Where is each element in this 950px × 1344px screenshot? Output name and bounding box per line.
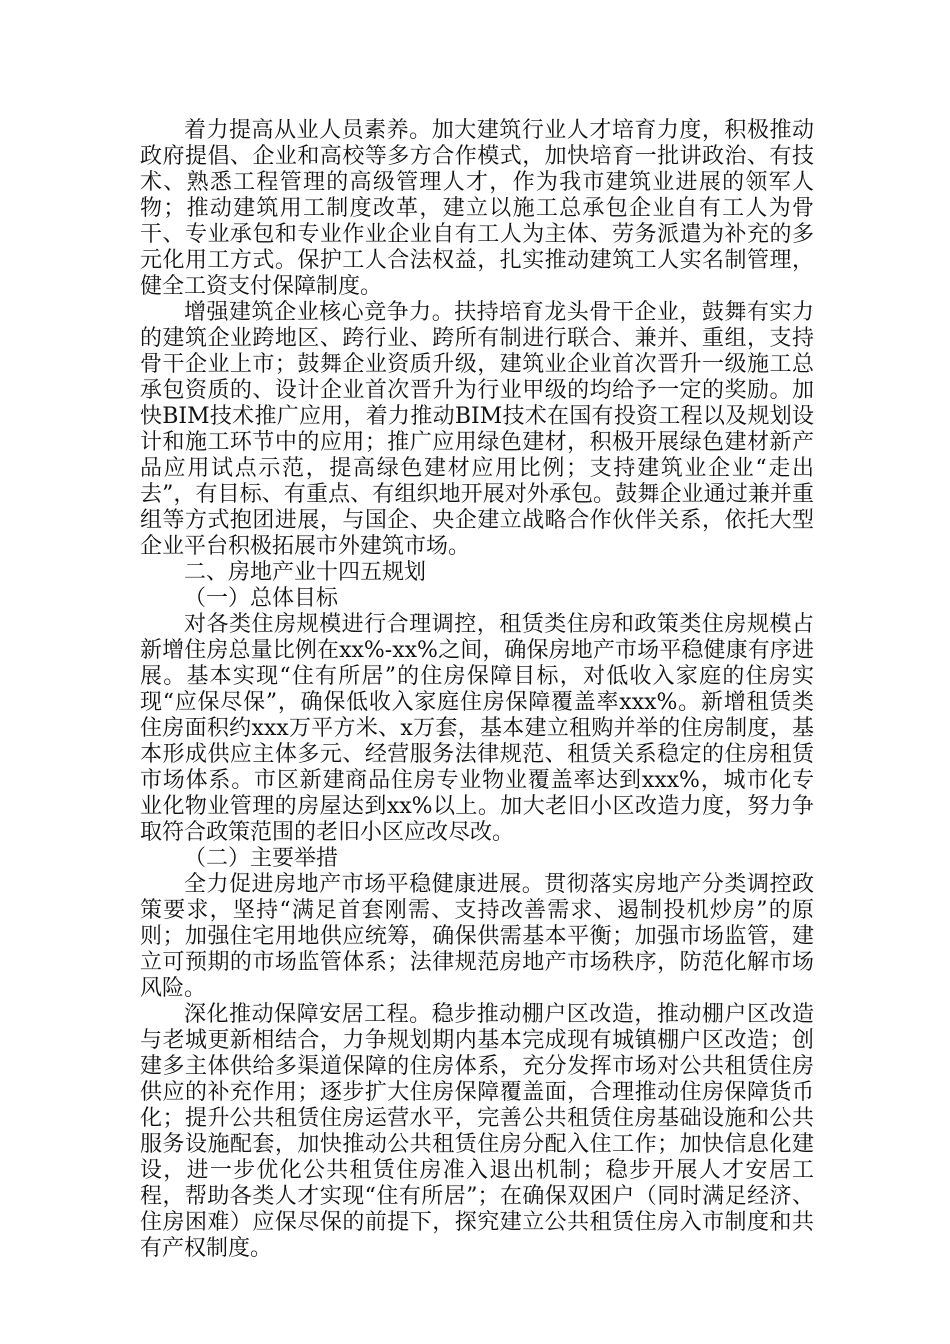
subheading-overall-goals: （一）总体目标 bbox=[184, 586, 339, 611]
paragraph-market-stability: 全力促进房地产市场平稳健康进展。贯彻落实房地产分类调控政策要求，坚持“满足首套刚需、支持改善需求、遏制投机炒房”的原则；加强住宅用地供应统筹，确保供需基本平衡；加强市场监管，建立可预期的市场监管体系；法律规范房地产市场秩序，防范化解市场风险。 bbox=[140, 872, 814, 1001]
paragraph-housing-security: 深化推动保障安居工程。稳步推动棚户区改造，推动棚户区改造与老城更新相结合，力争规划期内基本完成现有城镇棚户区改造；创建多主体供给多渠道保障的住房体系，充分发挥市场对公共租赁住房供应的补充作用；逐步扩大住房保障覆盖面，合理推动住房保障货币化；提升公共租赁住房运营水平，完善公共租赁住房基础设施和公共服务设施配套，加快推动公共租赁住房分配入住工作；加快信息化建设，进一步优化公共租赁住房准入退出机制；稳步开展人才安居工程，帮助各类人才实现“住有所居”；在确保双困户（同时满足经济、住房困难）应保尽保的前提下，探究建立公共租赁住房入市制度和共有产权制度。 bbox=[140, 1002, 814, 1261]
section-heading-real-estate: 二、房地产业十四五规划 bbox=[184, 560, 427, 585]
document-body bbox=[140, 118, 814, 1262]
paragraph-workforce-quality: 着力提高从业人员素养。加大建筑行业人才培育力度，积极推动政府提倡、企业和高校等多方合作模式，加快培育一批讲政治、有技术、熟悉工程管理的高级管理人才，作为我市建筑业进展的领军人物；推动建筑用工制度改革，建立以施工总承包企业自有工人为骨干、专业承包和专业作业企业自有工人为主体、劳务派遣为补充的多元化用工方式。保护工人合法权益，扎实推动建筑工人实名制管理，健全工资支付保障制度。 bbox=[140, 118, 814, 299]
subheading-main-measures: （二）主要举措 bbox=[184, 846, 339, 871]
paragraph-enterprise-competitiveness: 增强建筑企业核心竞争力。扶持培育龙头骨干企业，鼓舞有实力的建筑企业跨地区、跨行业、跨所有制进行联合、兼并、重组，支持骨干企业上市；鼓舞企业资质升级，建筑业企业首次晋升一级施工总承包资质的、设计企业首次晋升为行业甲级的均给予一定的奖励。加快BIM技术推广应用，着力推动BIM技术在国有投资工程以及规划设计和施工环节中的应用；推广应用绿色建材，积极开展绿色建材新产品应用试点示范，提高绿色建材应用比例；支持建筑业企业“走出去”，有目标、有重点、有组织地开展对外承包。鼓舞企业通过兼并重组等方式抱团进展，与国企、央企建立战略合作伙伴关系，依托大型企业平台积极拓展市外建筑市场。 bbox=[140, 300, 814, 559]
paragraph-overall-goals: 对各类住房规模进行合理调控，租赁类住房和政策类住房规模占新增住房总量比例在xx%-xx%之间，确保房地产市场平稳健康有序进展。基本实现“住有所居”的住房保障目标，对低收入家庭的住房实现“应保尽保”，确保低收入家庭住房保障覆盖率xxx%。新增租赁类住房面积约xxx万平方米、x万套，基本建立租购并举的住房制度，基本形成供应主体多元、经营服务法律规范、租赁关系稳定的住房租赁市场体系。市区新建商品住房专业物业覆盖率达到xxx%，城市化专业化物业管理的房屋达到xx%以上。加大老旧小区改造力度，努力争取符合政策范围的老旧小区应改尽改。 bbox=[140, 612, 814, 845]
